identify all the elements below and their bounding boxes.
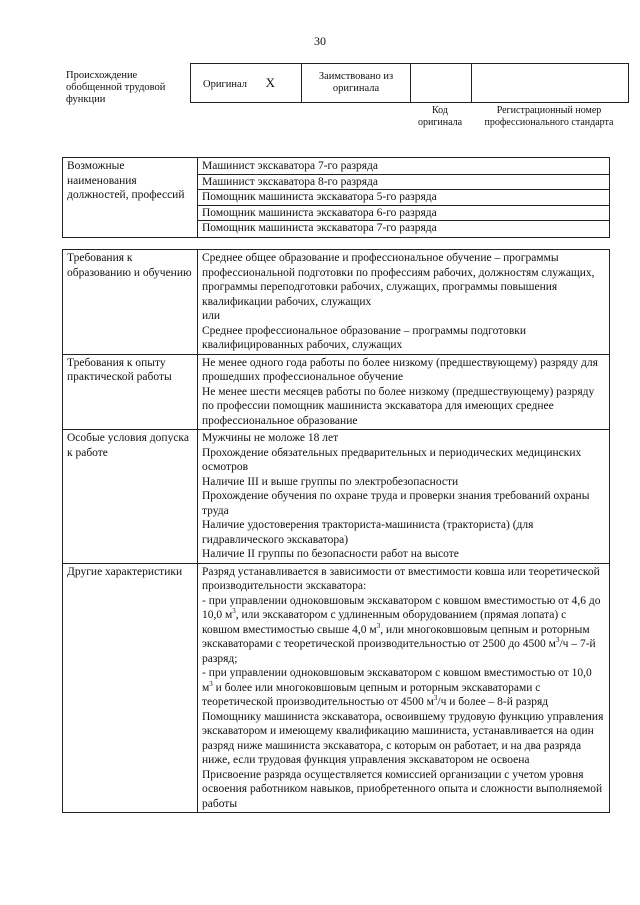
superscript: 3 xyxy=(376,621,381,630)
borrowed-cell: Заимствовано из оригинала xyxy=(302,64,411,103)
job-title-item: Помощник машиниста экскаватора 7-го разряда xyxy=(202,222,437,234)
job-title-item: Помощник машиниста экскаватора 5-го разряда xyxy=(198,190,609,206)
page-number: 30 xyxy=(314,34,326,48)
text-run: - при управлении одноковшовым экскаватором с ковшом вместимостью от 10,0 м xyxy=(202,667,592,694)
job-title-item: Машинист экскаватора 7-го разряда xyxy=(198,159,609,175)
original-label: Оригинал xyxy=(203,79,247,90)
experience-head: Требования к опыту практической работы xyxy=(63,354,198,430)
text-run: , или экскаватором с удлиненным оборудованием (прямая лопата) с ковшом вместимостью свыше 4,0 м xyxy=(202,609,567,636)
condition-line: Наличие II группы по безопасности работ на высоте xyxy=(202,548,459,560)
superscript: 3 xyxy=(555,636,560,645)
text-run: , или многоковшовым цепным и роторным экскаваторами с теоретической производительностью от 2500 до 4500 м xyxy=(202,623,590,650)
education-line: Среднее общее образование и профессиональное обучение – программы профессиональной подготовки по профессиям рабочих, должностям служащих, программы переподготовки рабочих, служащих, программы повышения квалификации рабочих, служащих xyxy=(202,252,595,308)
experience-line: Не менее одного года работы по более низкому (предшествующему) разряду для прошедших профессиональное обучение xyxy=(202,356,598,383)
code-cell xyxy=(411,64,472,103)
other-row xyxy=(63,563,610,813)
other-paragraph: Присвоение разряда осуществляется комиссией организации с учетом уровня освоения работником навыков, приобретенного опыта и сложности выполняемой работы xyxy=(202,768,603,810)
origin-table xyxy=(190,63,629,103)
text-run: /ч – 7-й разряд; xyxy=(202,638,596,665)
condition-line: Наличие III и выше группы по электробезопасности xyxy=(202,475,459,488)
condition-line: Прохождение обязательных предварительных и периодических медицинских осмотров xyxy=(202,446,582,473)
experience-body xyxy=(198,354,610,430)
condition-line: Наличие удостоверения тракториста-машиниста (тракториста) (для гидравлического экскаватора) xyxy=(202,519,534,546)
origin-label: Происхождение обобщенной трудовой функции xyxy=(66,70,166,105)
other-paragraph xyxy=(202,666,605,710)
conditions-body xyxy=(198,430,610,564)
text-run: /ч и более – 8-й разряд xyxy=(437,696,549,708)
superscript: 3 xyxy=(433,694,438,703)
conditions-row xyxy=(63,430,610,564)
job-title-item: Помощник машиниста экскаватора 6-го разряда xyxy=(198,206,609,222)
experience-line: Не менее шести месяцев работы по более низкому (предшествующему) разряду по профессии помощник машиниста экскаватора для имеющих среднее профессиональное образование xyxy=(202,385,595,427)
other-head: Другие характеристики xyxy=(63,563,198,813)
text-run: и более или многоковшовым цепным и роторным экскаваторами с теоретической производительностью от 4500 м xyxy=(202,681,541,708)
text-run: - при управлении одноковшовым экскаватором с ковшом вместимостью от 4,6 до 10,0 м xyxy=(202,594,601,621)
job-titles-table xyxy=(62,157,610,238)
original-cell xyxy=(191,64,302,103)
reg-number-cell xyxy=(472,64,629,103)
education-head: Требования к образованию и обучению xyxy=(63,250,198,355)
education-body xyxy=(198,250,610,355)
original-mark: X xyxy=(265,75,276,90)
condition-line: Прохождение обучения по охране труда и проверки знания требований охраны труда xyxy=(202,490,590,517)
superscript: 3 xyxy=(232,607,236,616)
superscript: 3 xyxy=(209,679,213,688)
education-line: Среднее профессиональное образование – программы подготовки квалифицированных рабочих, служащих xyxy=(202,324,527,351)
condition-line: Мужчины не моложе 18 лет xyxy=(202,432,339,444)
requirements-table xyxy=(62,249,610,813)
job-titles-head: Возможные наименования должностей, профессий xyxy=(63,158,198,238)
education-line: или xyxy=(202,310,221,322)
conditions-head: Особые условия допуска к работе xyxy=(63,430,198,564)
reg-caption: Регистрационный номер профессионального стандарта xyxy=(484,105,614,128)
other-paragraph: Помощнику машиниста экскаватора, освоившему трудовую функцию управления экскаватором и имеющему квалификацию машиниста, устанавливается на один разряд ниже машиниста экскаватора, с которым он работает, и на два разряда ниже, если трудовая функция управления экскаватором не освоена xyxy=(202,710,604,766)
other-body xyxy=(198,563,610,813)
education-row xyxy=(63,250,610,355)
experience-row xyxy=(63,354,610,430)
job-titles-list xyxy=(198,158,610,238)
job-title-item: Машинист экскаватора 8-го разряда xyxy=(198,175,609,191)
code-caption: Код оригинала xyxy=(417,105,463,128)
other-paragraph: Разряд устанавливается в зависимости от вместимости ковша или теоретической производительности экскаватора: xyxy=(202,565,600,592)
other-paragraph xyxy=(202,594,605,667)
